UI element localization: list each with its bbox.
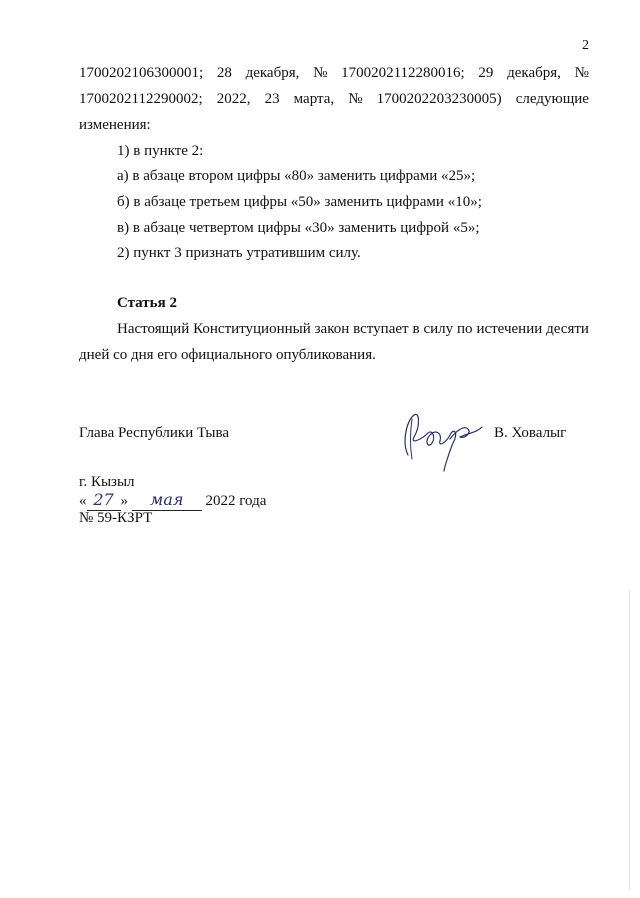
city: г. Кызыл	[79, 474, 135, 490]
word: декабря,	[507, 65, 561, 81]
word: вступает	[353, 321, 409, 337]
word: Конституционный	[193, 321, 311, 337]
word: №	[313, 65, 328, 81]
handwritten-signature	[398, 403, 490, 473]
word: №	[574, 65, 589, 81]
article-para-line-1	[117, 316, 589, 342]
word: 23	[264, 91, 280, 107]
year: 2022 года	[205, 493, 267, 509]
page-number: 2	[582, 38, 589, 53]
handwritten-month: мая	[132, 490, 202, 511]
scan-edge-line	[629, 590, 630, 890]
law-number: № 59-КЗРТ	[79, 510, 153, 526]
word: 1700202112290002;	[79, 91, 203, 107]
word: №	[348, 91, 363, 107]
article-heading: Статья 2	[117, 295, 177, 311]
word: закон	[314, 321, 350, 337]
item-1c: в) в абзаце четвертом цифры «30» заменить цифрой «5»;	[117, 220, 480, 236]
word: в	[412, 321, 420, 337]
article-para-line-2: дней со дня его официального опубликования.	[79, 347, 376, 363]
word: 1700202112280016;	[341, 65, 465, 81]
item-1b: б) в абзаце третьем цифры «50» заменить цифрами «10»;	[117, 194, 482, 210]
item-1a: а) в абзаце втором цифры «80» заменить цифрами «25»;	[117, 168, 476, 184]
word: 1700202203230005)	[376, 91, 502, 107]
quote-open: «	[79, 493, 87, 509]
body-line-2	[79, 86, 589, 112]
body-line-3: изменения:	[79, 117, 151, 133]
word: 2022,	[216, 91, 251, 107]
word: силу	[423, 321, 454, 337]
item-1: 1) в пункте 2:	[117, 143, 204, 159]
word: 1700202106300001;	[79, 65, 204, 81]
word: истечении	[476, 321, 543, 337]
quote-close: »	[120, 493, 128, 509]
word: марта,	[293, 91, 335, 107]
word: по	[457, 321, 473, 337]
word: Настоящий	[117, 321, 190, 337]
word: следующие	[515, 91, 589, 107]
word: декабря,	[245, 65, 300, 81]
item-2: 2) пункт 3 признать утратившим силу.	[117, 245, 361, 261]
word: 29	[478, 65, 494, 81]
word: 28	[216, 65, 232, 81]
word: десяти	[546, 321, 589, 337]
handwritten-day: 27	[87, 490, 121, 511]
body-line-1	[79, 60, 589, 86]
signatory-name: В. Ховалыг	[494, 425, 567, 441]
signatory-position: Глава Республики Тыва	[79, 425, 230, 441]
